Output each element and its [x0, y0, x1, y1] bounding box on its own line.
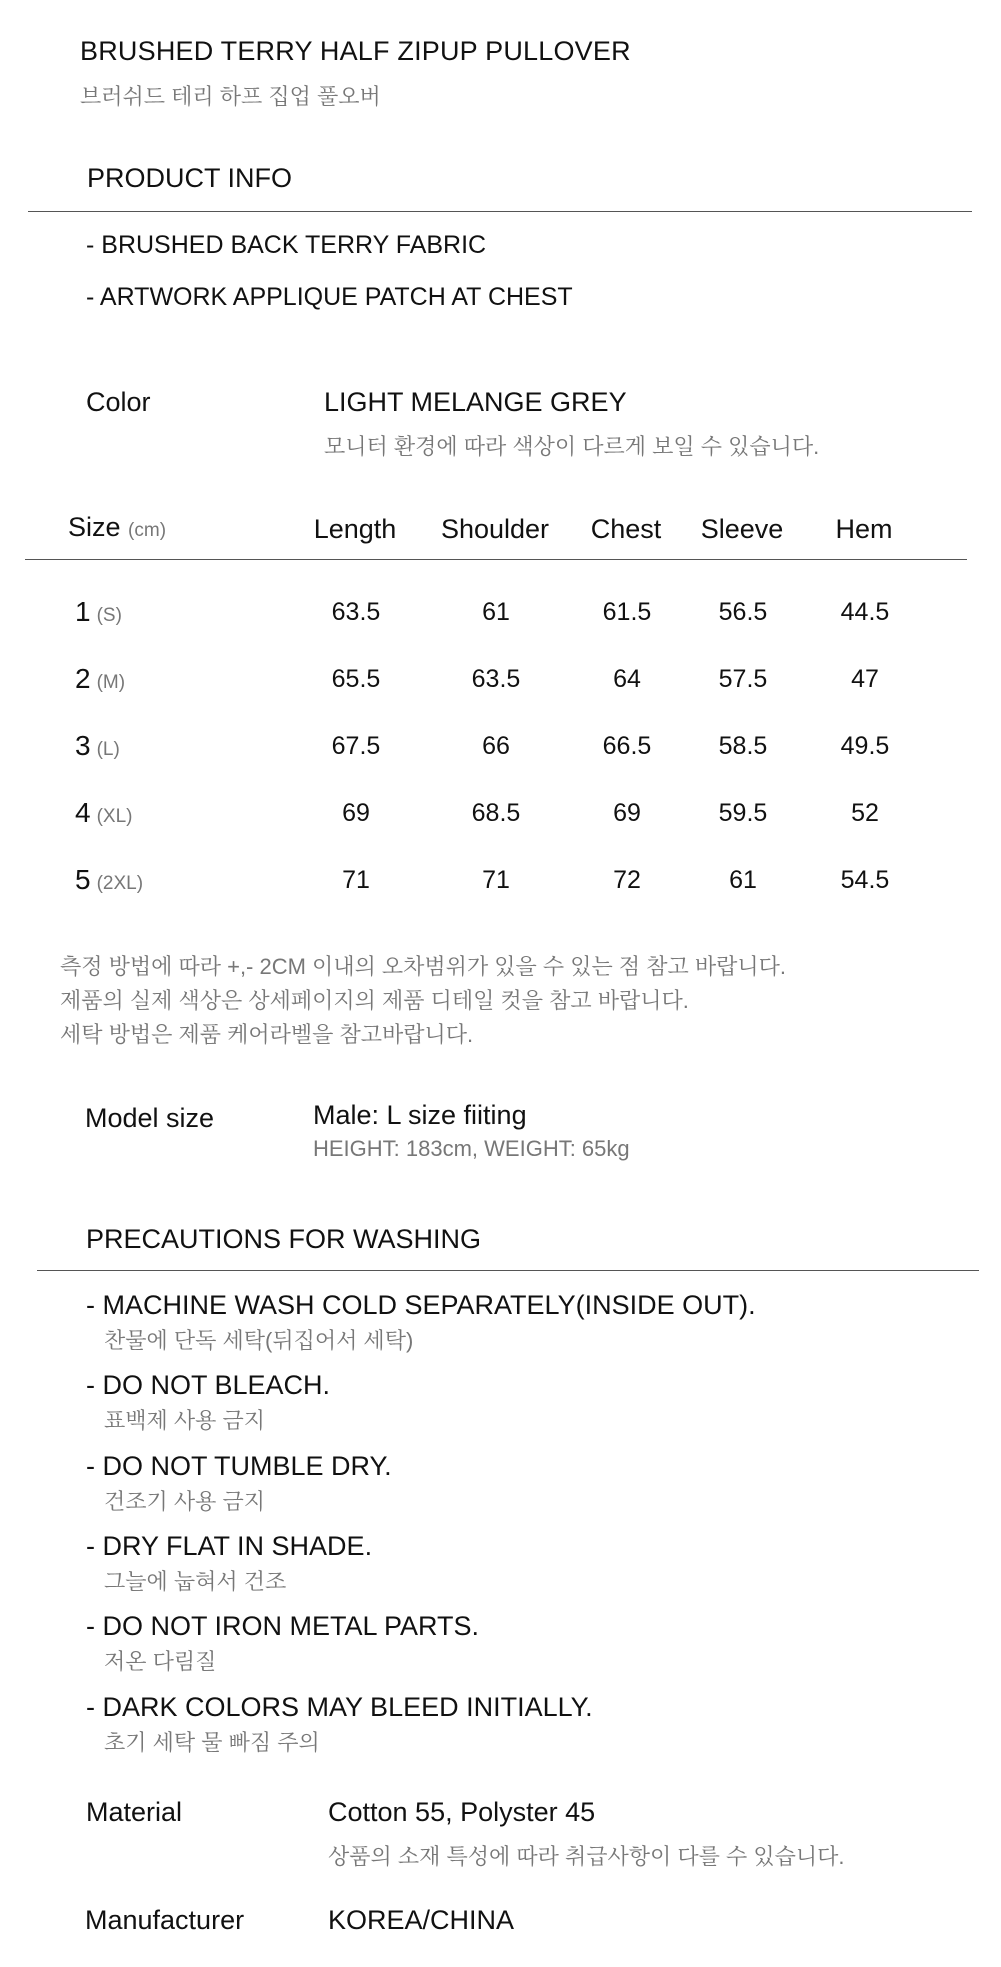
size-unit: (cm): [128, 520, 167, 541]
cell-shoulder: 66: [482, 732, 510, 760]
washing-item-en: - MACHINE WASH COLD SEPARATELY(INSIDE OUT).: [86, 1290, 756, 1320]
product-info-divider: [28, 211, 972, 212]
cell-hem: 54.5: [840, 866, 890, 894]
cell-chest: 64: [613, 665, 641, 693]
size-code: (L): [96, 739, 120, 760]
size-number: 2: [75, 663, 91, 694]
size-label: Size: [68, 512, 121, 542]
washing-item-en: - DARK COLORS MAY BLEED INITIALLY.: [86, 1692, 593, 1722]
washing-heading: PRECAUTIONS FOR WASHING: [86, 1224, 482, 1254]
size-table-label: [68, 512, 166, 543]
cell-sleeve: 61: [729, 866, 757, 894]
column-header-shoulder: Shoulder: [440, 514, 550, 544]
cell-chest: 69: [613, 799, 641, 827]
cell-length: 65.5: [331, 665, 381, 693]
cell-shoulder: 61: [482, 598, 510, 626]
cell-length: 67.5: [331, 732, 381, 760]
material-value: Cotton 55, Polyster 45: [328, 1797, 596, 1827]
cell-shoulder: 63.5: [471, 665, 521, 693]
product-title: BRUSHED TERRY HALF ZIPUP PULLOVER: [80, 36, 631, 66]
washing-item-en: - DO NOT TUMBLE DRY.: [86, 1451, 392, 1481]
size-number: 5: [75, 864, 91, 895]
cell-shoulder: 71: [482, 866, 510, 894]
cell-sleeve: 57.5: [718, 665, 768, 693]
column-header-chest: Chest: [590, 514, 662, 544]
washing-divider: [37, 1270, 979, 1271]
size-note: 세탁 방법은 제품 케어라벨을 참고바랍니다.: [60, 1022, 474, 1047]
color-value: LIGHT MELANGE GREY: [324, 387, 627, 417]
size-table-divider: [25, 559, 967, 560]
table-row: [0, 730, 1001, 770]
size-code: (S): [96, 605, 122, 626]
color-note: 모니터 환경에 따라 색상이 다르게 보일 수 있습니다.: [324, 434, 820, 459]
cell-shoulder: 68.5: [471, 799, 521, 827]
material-note: 상품의 소재 특성에 따라 취급사항이 다를 수 있습니다.: [328, 1844, 845, 1869]
cell-hem: 52: [851, 799, 879, 827]
column-header-hem: Hem: [835, 514, 893, 544]
cell-hem: 49.5: [840, 732, 890, 760]
washing-item: [86, 1290, 756, 1355]
model-measurements: HEIGHT: 183cm, WEIGHT: 65kg: [313, 1136, 630, 1161]
washing-item-en: - DRY FLAT IN SHADE.: [86, 1531, 373, 1561]
material-label: Material: [86, 1797, 183, 1827]
manufacturer-value: KOREA/CHINA: [328, 1905, 515, 1935]
washing-item: [86, 1692, 593, 1757]
size-note: 제품의 실제 색상은 상세페이지의 제품 디테일 컷을 참고 바랍니다.: [60, 988, 689, 1013]
color-label: Color: [86, 387, 151, 417]
washing-item-ko: 건조기 사용 금지: [104, 1489, 265, 1514]
cell-sleeve: 58.5: [718, 732, 768, 760]
manufacturer-label: Manufacturer: [85, 1905, 245, 1935]
washing-item-ko: 찬물에 단독 세탁(뒤집어서 세탁): [104, 1328, 414, 1353]
washing-item: [86, 1451, 392, 1516]
washing-item-en: - DO NOT IRON METAL PARTS.: [86, 1611, 480, 1641]
size-number: 3: [75, 730, 91, 761]
table-row: [0, 797, 1001, 837]
column-header-sleeve: Sleeve: [700, 514, 784, 544]
cell-length: 63.5: [331, 598, 381, 626]
cell-chest: 61.5: [602, 598, 652, 626]
size-code: (XL): [96, 806, 133, 827]
model-size-value: Male: L size fiiting: [313, 1100, 527, 1130]
size-note: 측정 방법에 따라 +,- 2CM 이내의 오차범위가 있을 수 있는 점 참고 바랍니다.: [60, 954, 787, 979]
washing-item-ko: 표백제 사용 금지: [104, 1408, 265, 1433]
product-subtitle-korean: 브러쉬드 테리 하프 집업 풀오버: [80, 84, 381, 109]
cell-length: 69: [342, 799, 370, 827]
size-number: 1: [75, 596, 91, 627]
product-info-line: - ARTWORK APPLIQUE PATCH AT CHEST: [86, 283, 573, 311]
washing-item: [86, 1531, 372, 1596]
cell-hem: 47: [851, 665, 879, 693]
table-row: [0, 864, 1001, 904]
table-row: [0, 596, 1001, 636]
cell-chest: 72: [613, 866, 641, 894]
washing-item-ko: 저온 다림질: [104, 1649, 217, 1674]
table-row: [0, 663, 1001, 703]
washing-item: [86, 1370, 330, 1435]
washing-item-ko: 초기 세탁 물 빠짐 주의: [104, 1730, 320, 1755]
cell-sleeve: 56.5: [718, 598, 768, 626]
size-code: (2XL): [96, 873, 144, 894]
washing-item-en: - DO NOT BLEACH.: [86, 1370, 331, 1400]
washing-item-ko: 그늘에 눕혀서 건조: [104, 1569, 287, 1594]
washing-item: [86, 1611, 479, 1676]
size-code: (M): [96, 672, 126, 693]
product-info-heading: PRODUCT INFO: [87, 163, 293, 193]
column-header-length: Length: [313, 514, 397, 544]
cell-length: 71: [342, 866, 370, 894]
cell-chest: 66.5: [602, 732, 652, 760]
cell-sleeve: 59.5: [718, 799, 768, 827]
cell-hem: 44.5: [840, 598, 890, 626]
product-info-line: - BRUSHED BACK TERRY FABRIC: [86, 231, 487, 259]
size-number: 4: [75, 797, 91, 828]
model-size-label: Model size: [85, 1103, 215, 1133]
